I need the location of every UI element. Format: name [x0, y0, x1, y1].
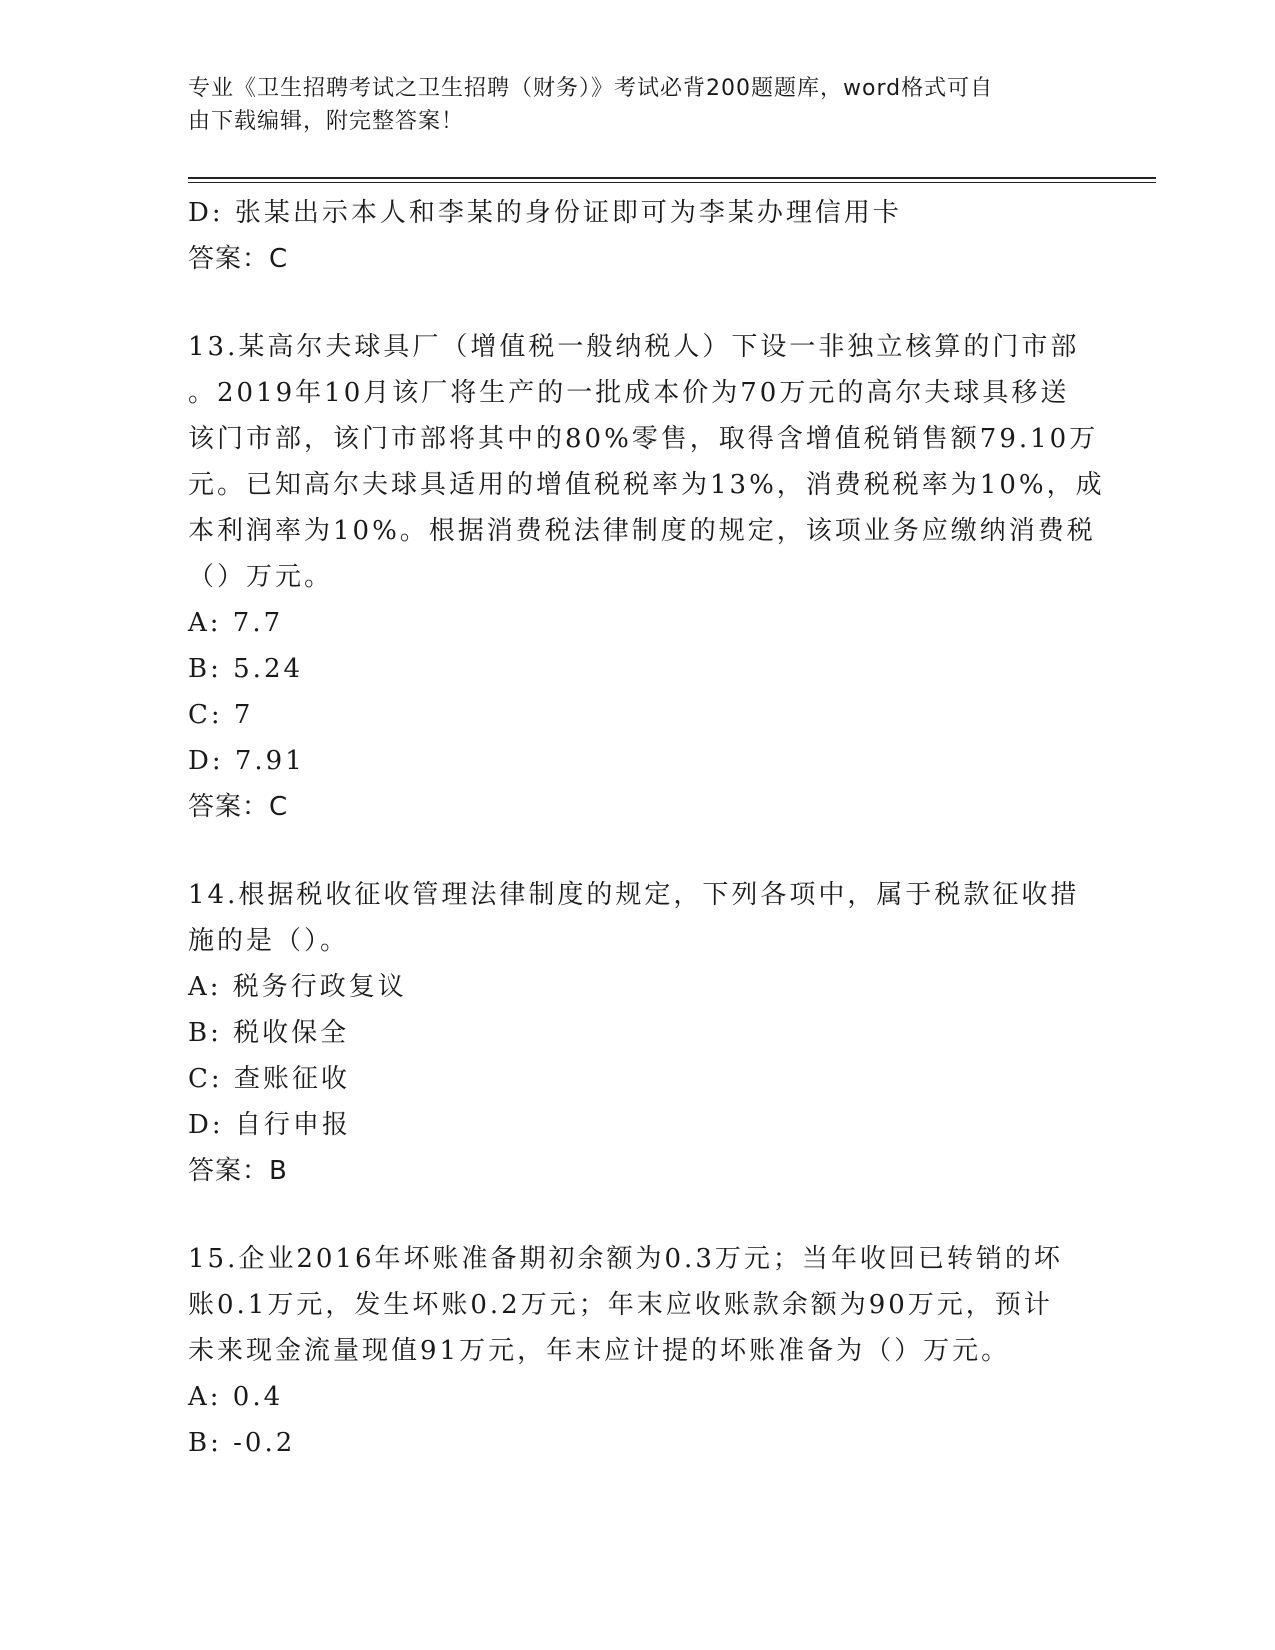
header-divider — [188, 177, 1156, 183]
answer-line: 答案：C — [188, 792, 289, 822]
question-stem-line: （）万元。 — [188, 562, 334, 592]
question-14 — [188, 872, 1088, 1194]
option-d: D: 张某出示本人和李某的身份证即可为李某办理信用卡 — [188, 198, 902, 228]
question-stem-line: 元。已知高尔夫球具适用的增值税税率为13%，消费税税率为10%，成 — [188, 470, 1105, 500]
question-13 — [188, 324, 1105, 830]
question-content — [188, 190, 1105, 1466]
question-15 — [188, 1236, 1088, 1466]
option-a: A: 0.4 — [188, 1382, 284, 1412]
question-stem-line: 该门市部，该门市部将其中的80%零售，取得含增值税销售额79.10万 — [188, 424, 1099, 454]
answer-line: 答案：C — [188, 244, 289, 274]
option-b: B: 税收保全 — [188, 1018, 350, 1048]
question-stem-line: 本利润率为10%。根据消费税法律制度的规定，该项业务应缴纳消费税 — [188, 516, 1096, 546]
option-d: D: 7.91 — [188, 746, 305, 776]
question-stem-line: 账0.1万元，发生坏账0.2万元；年末应收账款余额为90万元，预计 — [188, 1290, 1053, 1320]
question-stem-line: 未来现金流量现值91万元，年末应计提的坏账准备为（）万元。 — [188, 1336, 1011, 1366]
option-b: B: -0.2 — [188, 1428, 296, 1458]
question-stem-line: 15.企业2016年坏账准备期初余额为0.3万元；当年收回已转销的坏 — [188, 1244, 1063, 1274]
option-d: D: 自行申报 — [188, 1110, 351, 1140]
option-c: C: 7 — [188, 700, 254, 730]
option-c: C: 查账征收 — [188, 1064, 350, 1094]
option-b: B: 5.24 — [188, 654, 304, 684]
answer-line: 答案：B — [188, 1156, 288, 1186]
question-stem-line: 13.某高尔夫球具厂（增值税一般纳税人）下设一非独立核算的门市部 — [188, 332, 1080, 362]
option-a: A: 7.7 — [188, 608, 284, 638]
header-line-1: 专业《卫生招聘考试之卫生招聘（财务）》考试必背200题题库，word格式可自 — [188, 76, 994, 101]
option-a: A: 税务行政复议 — [188, 972, 407, 1002]
question-stem-line: 14.根据税收征收管理法律制度的规定，下列各项中，属于税款征收措 — [188, 880, 1080, 910]
document-header — [188, 72, 1088, 138]
header-line-2: 由下载编辑，附完整答案！ — [188, 109, 465, 134]
question-stem-line: 施的是（）。 — [188, 926, 350, 956]
question-stem-line: 。2019年10月该厂将生产的一批成本价为70万元的高尔夫球具移送 — [188, 378, 1070, 408]
